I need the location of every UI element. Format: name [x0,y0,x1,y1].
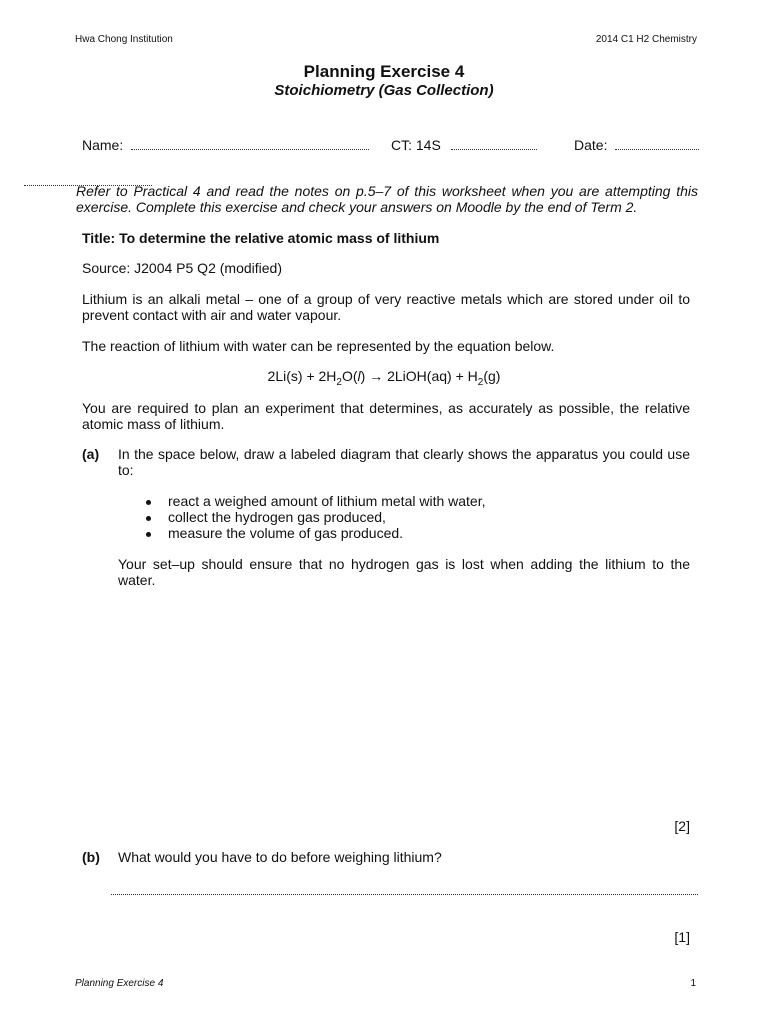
question-a-text: In the space below, draw a labeled diagram that clearly shows the apparatus you could use to: [118,446,690,478]
bullet-list [146,493,486,541]
question-b-label: (b) [82,849,100,865]
question-b-text: What would you have to do before weighing lithium? [118,849,442,865]
page-subtitle: Stoichiometry (Gas Collection) [274,82,494,99]
equation-part: 2Li(s) + 2H [267,368,337,384]
list-item-text: collect the hydrogen gas produced, [168,509,386,525]
ct-label: CT: 14S [391,137,441,153]
paragraph-lithium: Lithium is an alkali metal – one of a group of very reactive metals which are stored under oil to prevent contact with air and water vapour. [82,291,690,323]
list-item-text: react a weighed amount of lithium metal with water, [168,493,486,509]
page-title: Planning Exercise 4 [303,62,465,81]
equation-part: ) → 2LiOH(aq) + H [360,368,478,384]
title-label: Title: [82,230,116,246]
equation-subscript: 2 [477,376,484,388]
equation-part: O( [341,368,358,384]
bullet-icon [146,516,151,521]
list-item [146,525,486,541]
experiment-title [82,230,439,246]
source: Source: J2004 P5 Q2 (modified) [82,260,282,276]
list-item [146,493,486,509]
name-field-row [82,137,369,153]
ct-field-row [391,137,537,153]
equation [0,368,768,388]
header-right: 2014 C1 H2 Chemistry [595,34,697,45]
footer-left: Planning Exercise 4 [75,978,164,989]
list-item-text: measure the volume of gas produced. [168,525,404,541]
list-item [146,509,486,525]
ct-field[interactable] [451,149,537,150]
question-b-answer-line[interactable] [111,894,698,896]
instructions: Refer to Practical 4 and read the notes on p.5–7 of this worksheet when you are attempting this exercise. Complete this exercise and check your answers on Moodle by the end of Term 2. [76,183,698,215]
date-field-row [574,137,699,153]
question-a-note: Your set–up should ensure that no hydrogen gas is lost when adding the lithium to the water. [118,556,690,588]
equation-state: l [357,368,361,384]
question-b-marks: [1] [674,929,690,945]
bullet-icon [146,500,151,505]
diagram-answer-area[interactable] [118,600,690,805]
date-field[interactable] [615,149,699,150]
question-a-marks: [2] [674,818,690,834]
equation-subscript: 2 [336,376,342,388]
equation-part: (g) [483,368,501,384]
header-left: Hwa Chong Institution [75,34,173,45]
name-field[interactable] [131,149,369,150]
paragraph-requirement: You are required to plan an experiment that determines, as accurately as possible, the relative atomic mass of lithium. [82,400,690,432]
paragraph-reaction: The reaction of lithium with water can be represented by the equation below. [82,338,555,354]
name-label: Name: [82,137,124,153]
bullet-icon [146,532,151,537]
page-number: 1 [690,978,696,989]
title-text: To determine the relative atomic mass of lithium [119,230,440,246]
question-a-label: (a) [82,446,100,462]
date-label: Date: [574,137,608,153]
